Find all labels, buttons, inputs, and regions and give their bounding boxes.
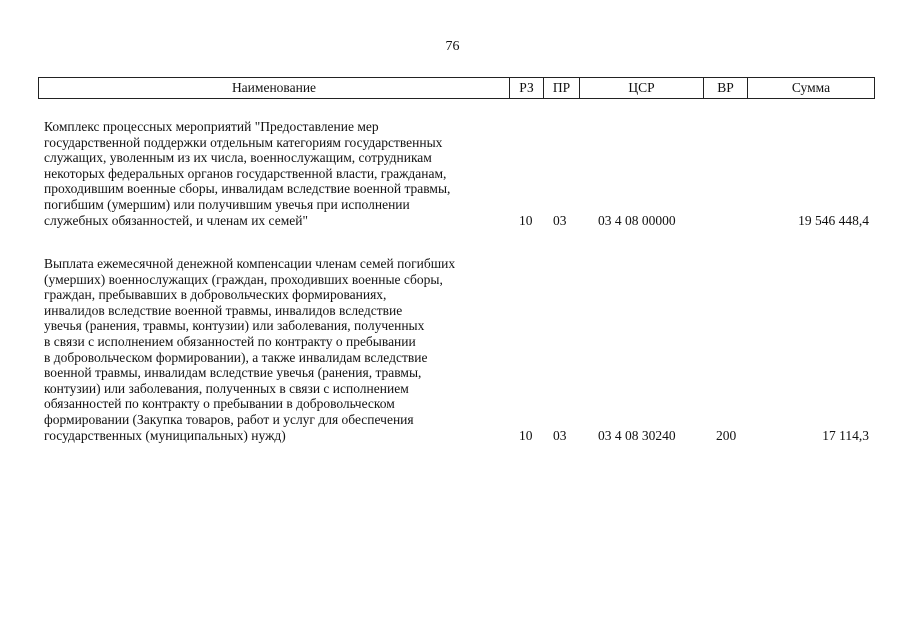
row-name-line: инвалидов вследствие военной травмы, инвалидов вследствие bbox=[44, 302, 403, 318]
row-name-line: увечья (ранения, травмы, контузии) или заболевания, полученных bbox=[44, 318, 425, 334]
page-number: 76 bbox=[445, 39, 460, 54]
row-pr: 03 bbox=[553, 212, 567, 228]
row-name-line: государственных (муниципальных) нужд) bbox=[44, 427, 286, 443]
row-name bbox=[44, 256, 506, 443]
table-header bbox=[38, 77, 875, 99]
row-name-line: в связи с исполнением обязанностей по контракту о пребывании bbox=[44, 333, 416, 349]
row-name-line: Комплекс процессных мероприятий "Предоставление мер bbox=[44, 119, 379, 134]
row-name-line: погибшим (умершим) или получившим увечья при исполнении bbox=[44, 196, 410, 212]
row-pr: 03 bbox=[553, 427, 567, 443]
row-name-line: проходившим военные сборы, инвалидам вследствие военной травмы, bbox=[44, 181, 451, 197]
row-csr: 03 4 08 00000 bbox=[598, 212, 676, 228]
row-rz: 10 bbox=[519, 427, 533, 443]
row-name-line: формировании (Закупка товаров, работ и услуг для обеспечения bbox=[44, 411, 414, 427]
header-csr: ЦСР bbox=[580, 78, 704, 98]
row-name-line: (умерших) военнослужащих (граждан, проходивших военные сборы, bbox=[44, 271, 443, 287]
header-pr: ПР bbox=[544, 78, 580, 98]
row-name-line: военной травмы, инвалидам вследствие увечья (ранения, травмы, bbox=[44, 365, 422, 381]
row-name-line: государственной поддержки отдельным категориям государственных bbox=[44, 134, 443, 150]
header-rz: РЗ bbox=[510, 78, 544, 98]
row-vr: 200 bbox=[716, 427, 737, 443]
row-name-line: служебных обязанностей, и членам их семей" bbox=[44, 212, 308, 228]
row-sum: 19 546 448,4 bbox=[798, 212, 869, 228]
row-sum: 17 114,3 bbox=[822, 427, 869, 443]
row-name-line: обязанностей по контракту о пребывании в добровольческом bbox=[44, 396, 395, 412]
row-name-line: граждан, пребывавших в добровольческих формированиях, bbox=[44, 287, 387, 303]
header-sum: Сумма bbox=[791, 80, 831, 95]
header-vr: ВР bbox=[704, 78, 748, 98]
row-rz: 10 bbox=[519, 212, 533, 228]
header-name: Наименование bbox=[39, 78, 510, 98]
row-name-line: служащих, уволенным из их числа, военнослужащим, сотрудникам bbox=[44, 150, 432, 166]
row-name-line: в добровольческом формировании), а также инвалидам вследствие bbox=[44, 349, 428, 365]
table-row bbox=[44, 256, 875, 443]
table-row bbox=[44, 119, 875, 228]
row-csr: 03 4 08 30240 bbox=[598, 427, 676, 443]
row-name bbox=[44, 119, 506, 228]
row-name-line: некоторых федеральных органов государственной власти, гражданам, bbox=[44, 165, 447, 181]
row-name-line: контузии) или заболевания, полученных в связи с исполнением bbox=[44, 380, 409, 396]
row-name-line: Выплата ежемесячной денежной компенсации членам семей погибших bbox=[44, 256, 456, 271]
